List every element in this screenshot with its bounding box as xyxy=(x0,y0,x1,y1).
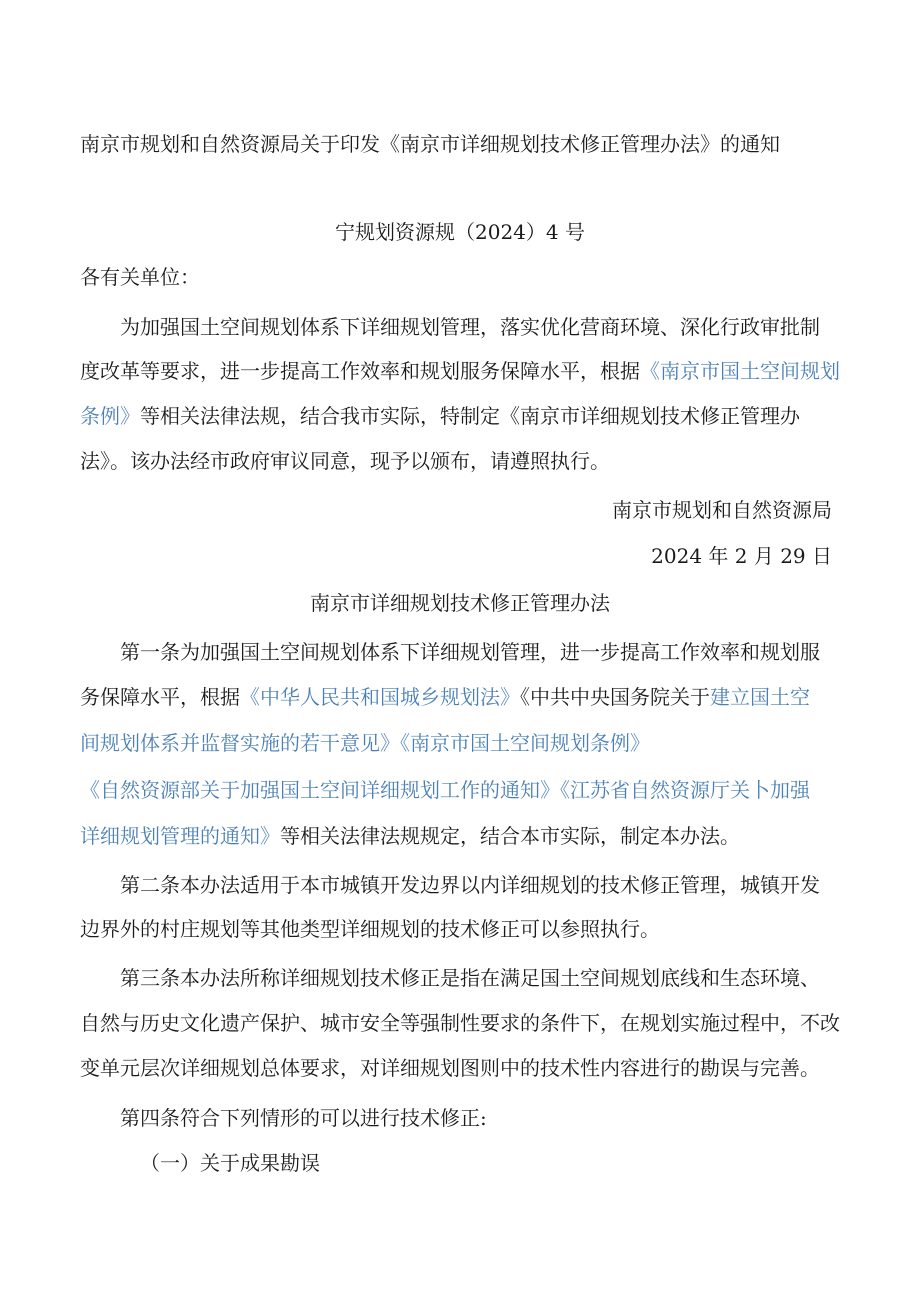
document-title: 南京市规划和自然资源局关于印发《南京市详细规划技术修正管理办法》的通知 xyxy=(80,132,780,156)
article-1-line xyxy=(80,822,740,850)
issuer-signature: 南京市规划和自然资源局 xyxy=(612,498,832,522)
law-link[interactable]: 详细规划管理的通知》 xyxy=(80,824,280,848)
law-link[interactable]: 间规划体系并监督实施的若干意见》《南京市国土空间规划条例》 xyxy=(80,731,650,755)
document-number: 宁规划资源规（2024）4 号 xyxy=(335,220,585,244)
law-link[interactable]: 条例》 xyxy=(80,404,140,428)
text-segment: 务保障水平，根据 xyxy=(80,685,240,709)
text-segment: 等相关法律法规，结合我市实际，特制定《南京市详细规划技术修正管理办 xyxy=(140,404,800,428)
salutation: 各有关单位： xyxy=(80,265,200,289)
law-link[interactable]: 《南京市国土空间规划 xyxy=(640,359,840,383)
article-1-line xyxy=(80,683,810,711)
notice-paragraph-line: 法》。该办法经市政府审议同意，现予以颁布，请遵照执行。 xyxy=(80,449,610,473)
issue-date: 2024 年 2 月 29 日 xyxy=(651,544,832,568)
law-link[interactable]: 建立国土空 xyxy=(710,685,810,709)
text-segment: 《中共中央国务院关于 xyxy=(520,685,710,709)
notice-paragraph-line xyxy=(80,357,840,385)
measures-title: 南京市详细规划技术修正管理办法 xyxy=(310,591,610,615)
article-3-line: 变单元层次详细规划总体要求，对详细规划图则中的技术性内容进行的勘误与完善。 xyxy=(80,1056,820,1080)
article-2-line: 边界外的村庄规划等其他类型详细规划的技术修正可以参照执行。 xyxy=(80,917,660,941)
text-segment: 等相关法律法规规定，结合本市实际，制定本办法。 xyxy=(280,824,740,848)
law-link[interactable]: 《自然资源部关于加强国土空间详细规划工作的通知》《江苏省自然资源厅关卜加强 xyxy=(80,778,810,802)
article-1-line: 第一条为加强国土空间规划体系下详细规划管理，进一步提高工作效率和规划服 xyxy=(120,640,820,664)
notice-paragraph-line: 为加强国土空间规划体系下详细规划管理，落实优化营商环境、深化行政审批制 xyxy=(120,315,820,339)
article-2-line: 第二条本办法适用于本市城镇开发边界以内详细规划的技术修正管理，城镇开发 xyxy=(120,873,820,897)
notice-paragraph-line xyxy=(80,402,800,430)
article-3-line: 第三条本办法所称详细规划技术修正是指在满足国土空间规划底线和生态环境、 xyxy=(120,966,820,990)
article-3-line: 自然与历史文化遗产保护、城市安全等强制性要求的条件下，在规划实施过程中，不改 xyxy=(80,1011,840,1035)
text-segment: 度改革等要求，进一步提高工作效率和规划服务保障水平，根据 xyxy=(80,359,640,383)
article-4-line: 第四条符合下列情形的可以进行技术修正: xyxy=(120,1106,487,1130)
article-4-item: （一）关于成果勘误 xyxy=(140,1151,320,1175)
law-link[interactable]: 《中华人民共和国城乡规划法》 xyxy=(240,685,520,709)
